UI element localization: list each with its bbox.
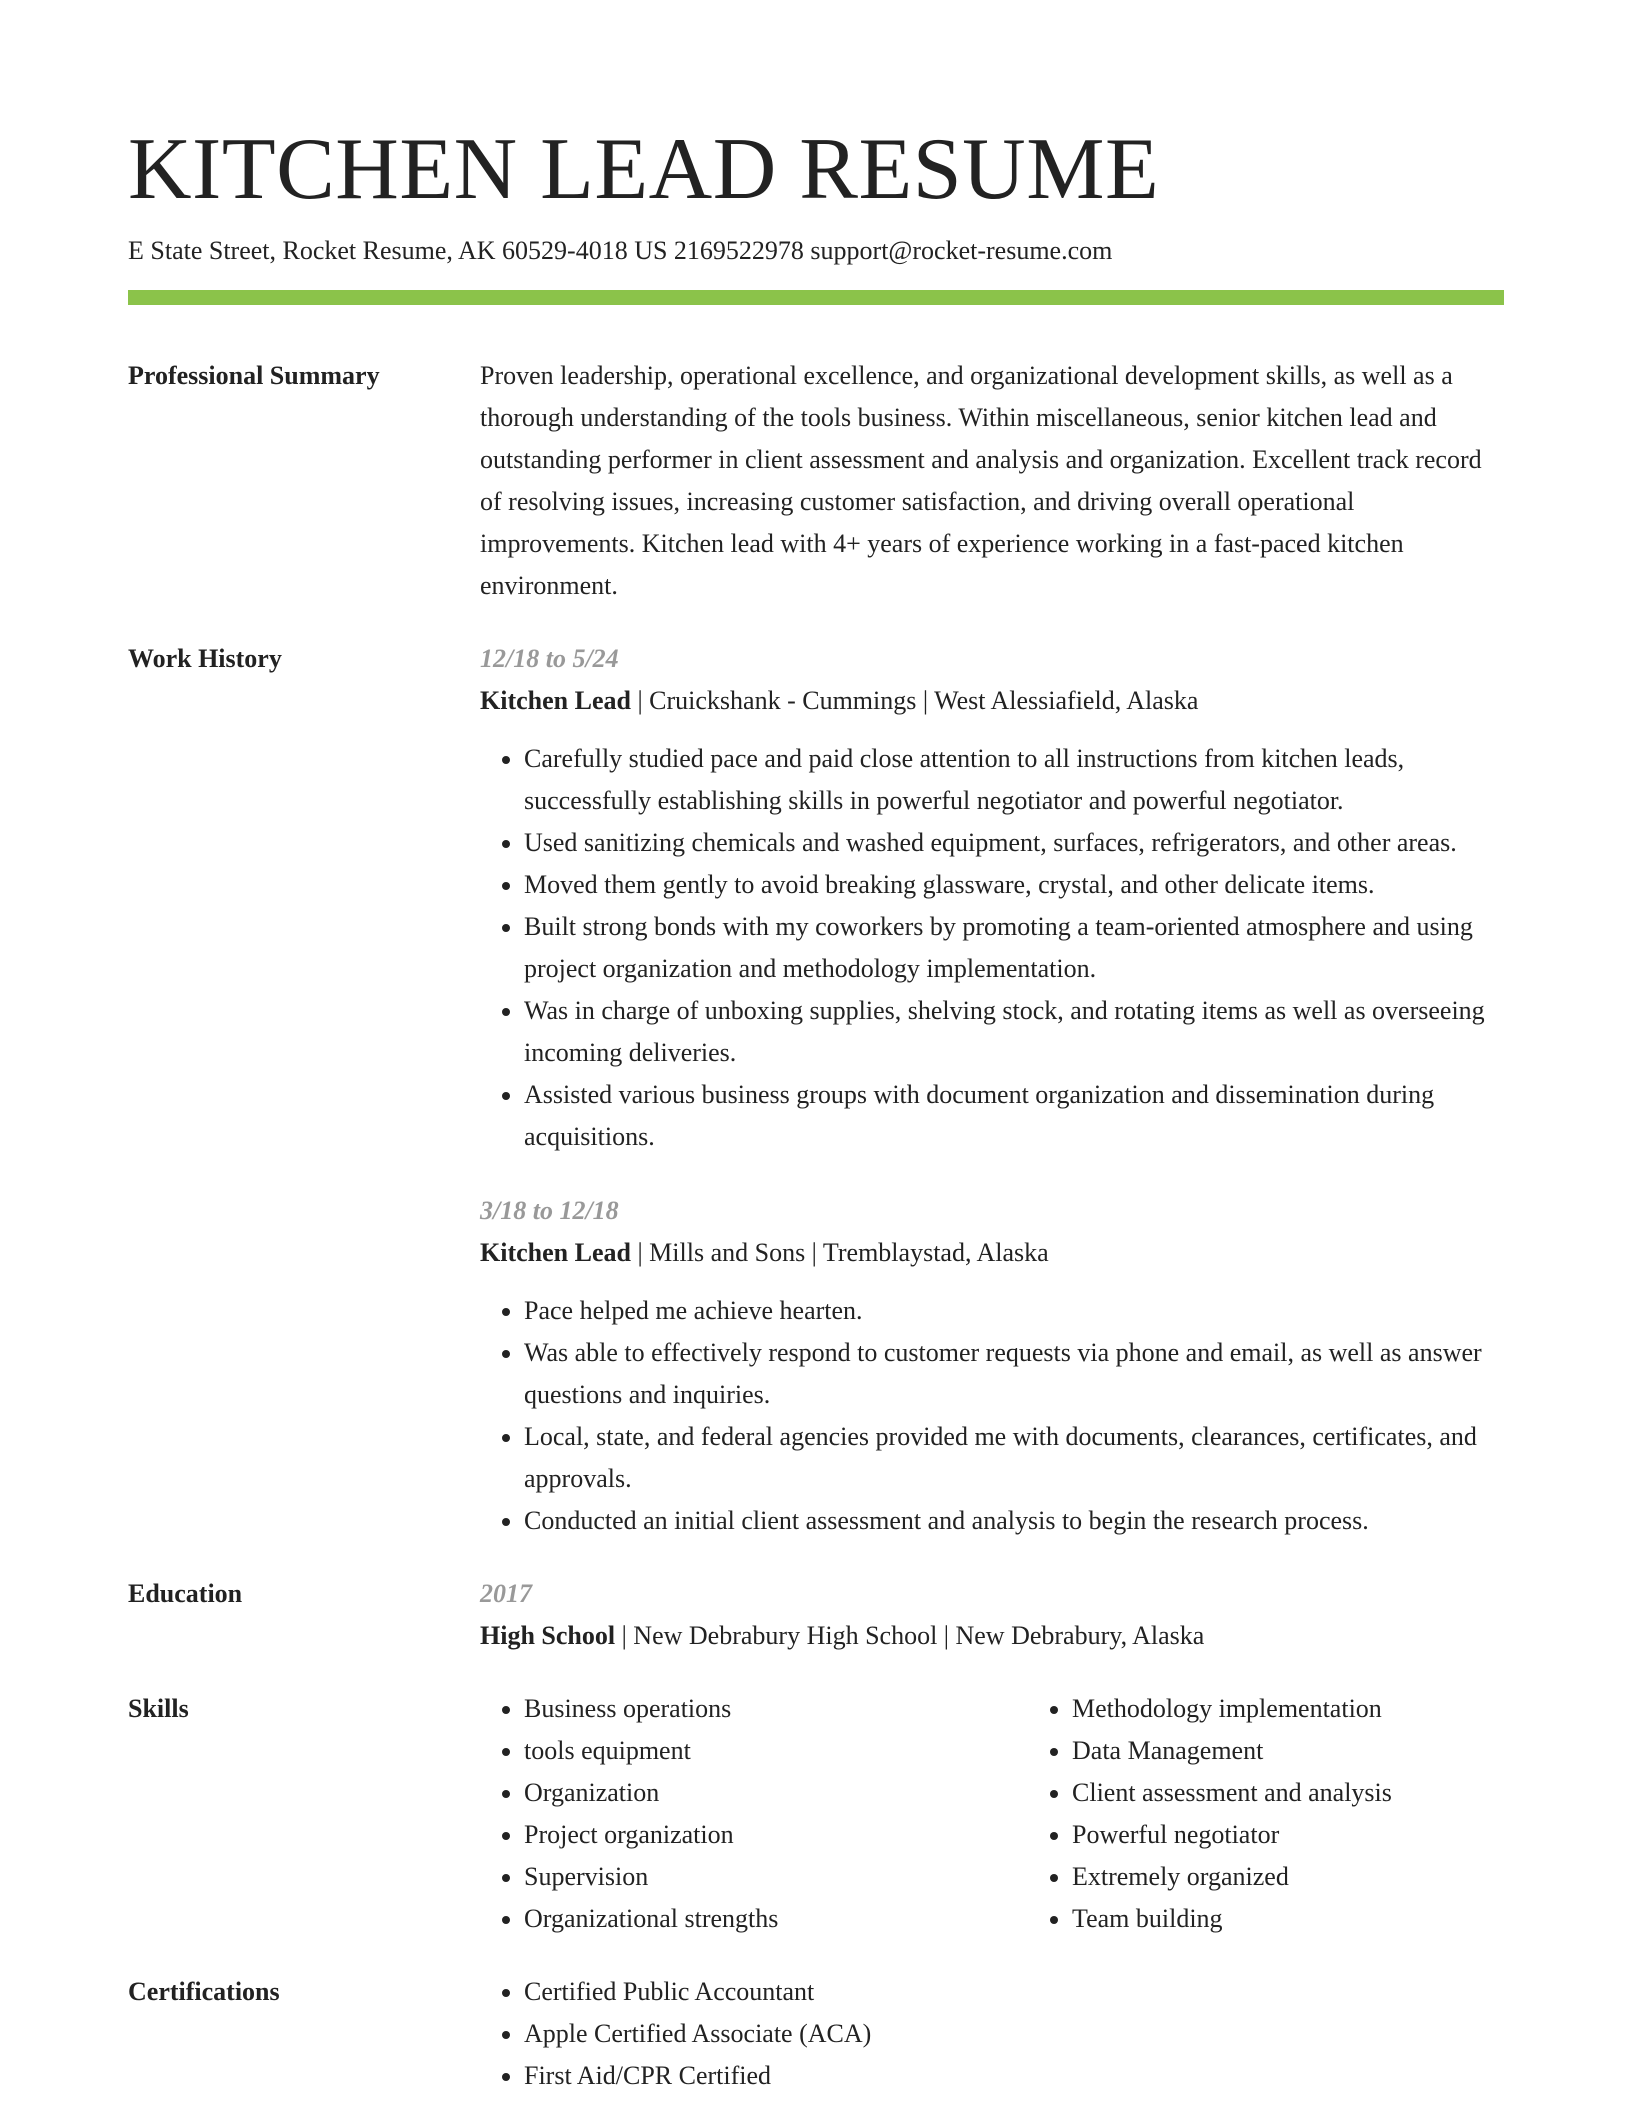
section-label-skills: Skills	[128, 1694, 189, 1723]
skill-item: • Team building	[1072, 1898, 1572, 1940]
job-bullet: • Local, state, and federal agencies provided me with documents, clearances, certificates, and approvals.	[524, 1416, 1504, 1500]
job-bullet: • Was in charge of unboxing supplies, shelving stock, and rotating items as well as overseeing incoming deliveries.	[524, 990, 1504, 1074]
skill-item: • Methodology implementation	[1072, 1688, 1572, 1730]
accent-divider	[128, 290, 1504, 305]
education-year: 2017	[480, 1579, 532, 1608]
section-label-work: Work History	[128, 644, 282, 673]
job-heading	[480, 680, 1504, 722]
resume-title: KITCHEN LEAD RESUME	[128, 121, 1160, 218]
education-section	[128, 1573, 1504, 1657]
skill-item: • Organization	[524, 1772, 1028, 1814]
job-bullet: • Pace helped me achieve hearten.	[524, 1290, 1504, 1332]
job-dates: 12/18 to 5/24	[480, 644, 619, 673]
skill-item: • Powerful negotiator	[1072, 1814, 1572, 1856]
job-dates: 3/18 to 12/18	[480, 1196, 619, 1225]
skill-item: • Organizational strengths	[524, 1898, 1028, 1940]
resume-page	[128, 118, 1504, 2097]
work-history-section	[128, 638, 1504, 1542]
skill-item: • Business operations	[524, 1688, 1028, 1730]
job-bullet: • Carefully studied pace and paid close attention to all instructions from kitchen leads, successfully establishing skills in powerful negotiator and powerful negotiator.	[524, 738, 1504, 822]
certification-item: • First Aid/CPR Certified	[524, 2055, 1504, 2097]
skills-section	[128, 1688, 1504, 1940]
section-label-education: Education	[128, 1579, 243, 1608]
job-details: | Cruickshank - Cummings | West Alessiafield, Alaska	[630, 686, 1199, 715]
education-details: | New Debrabury High School | New Debrabury, Alaska	[615, 1621, 1205, 1650]
education-heading	[480, 1615, 1504, 1657]
contact-line: E State Street, Rocket Resume, AK 60529-4018 US 2169522978 support@rocket-resume.com	[128, 236, 1113, 265]
section-label-summary: Professional Summary	[128, 361, 380, 390]
job-entry	[480, 638, 1504, 1158]
skills-body	[480, 1688, 1572, 1940]
work-history-body	[480, 638, 1504, 1542]
job-heading	[480, 1232, 1504, 1274]
job-bullet: • Built strong bonds with my coworkers by promoting a team-oriented atmosphere and using project organization and methodology implementation.	[524, 906, 1504, 990]
skill-item: • Data Management	[1072, 1730, 1572, 1772]
job-bullet: • Was able to effectively respond to customer requests via phone and email, as well as answer questions and inquiries.	[524, 1332, 1504, 1416]
job-details: | Mills and Sons | Tremblaystad, Alaska	[630, 1238, 1049, 1267]
job-bullet: • Moved them gently to avoid breaking glassware, crystal, and other delicate items.	[524, 864, 1504, 906]
section-label-certifications: Certifications	[128, 1977, 280, 2006]
professional-summary-section	[128, 355, 1504, 607]
certifications-list	[480, 1971, 1504, 2097]
summary-text: Proven leadership, operational excellence, and organizational development skills, as well as a thorough understanding of the tools business. Within miscellaneous, senior kitchen lead and outstanding performer in client assessment and analysis and organization. Excellent track record of resolving issues, increasing customer satisfaction, and driving overall operational improvements. Kitchen lead with 4+ years of experience working in a fast-paced kitchen environment.	[480, 361, 1482, 600]
job-bullet: • Conducted an initial client assessment and analysis to begin the research process.	[524, 1500, 1504, 1542]
job-bullet: • Used sanitizing chemicals and washed equipment, surfaces, refrigerators, and other areas.	[524, 822, 1504, 864]
job-title: Kitchen Lead	[480, 1238, 631, 1267]
certification-item: • Certified Public Accountant	[524, 1971, 1504, 2013]
education-body	[480, 1573, 1504, 1657]
skill-item: • Extremely organized	[1072, 1856, 1572, 1898]
job-bullet: • Assisted various business groups with document organization and dissemination during acquisitions.	[524, 1074, 1504, 1158]
certification-item: • Apple Certified Associate (ACA)	[524, 2013, 1504, 2055]
skills-column-2	[1028, 1688, 1572, 1940]
skills-column-1	[480, 1688, 1028, 1940]
skill-item: • Project organization	[524, 1814, 1028, 1856]
skill-item: • Supervision	[524, 1856, 1028, 1898]
job-title: Kitchen Lead	[480, 686, 631, 715]
job-bullets	[480, 738, 1504, 1158]
education-degree: High School	[480, 1621, 616, 1650]
job-bullets	[480, 1290, 1504, 1542]
certifications-section	[128, 1971, 1504, 2097]
skill-item: • Client assessment and analysis	[1072, 1772, 1572, 1814]
certifications-body	[480, 1971, 1504, 2097]
job-entry	[480, 1190, 1504, 1542]
skill-item: • tools equipment	[524, 1730, 1028, 1772]
